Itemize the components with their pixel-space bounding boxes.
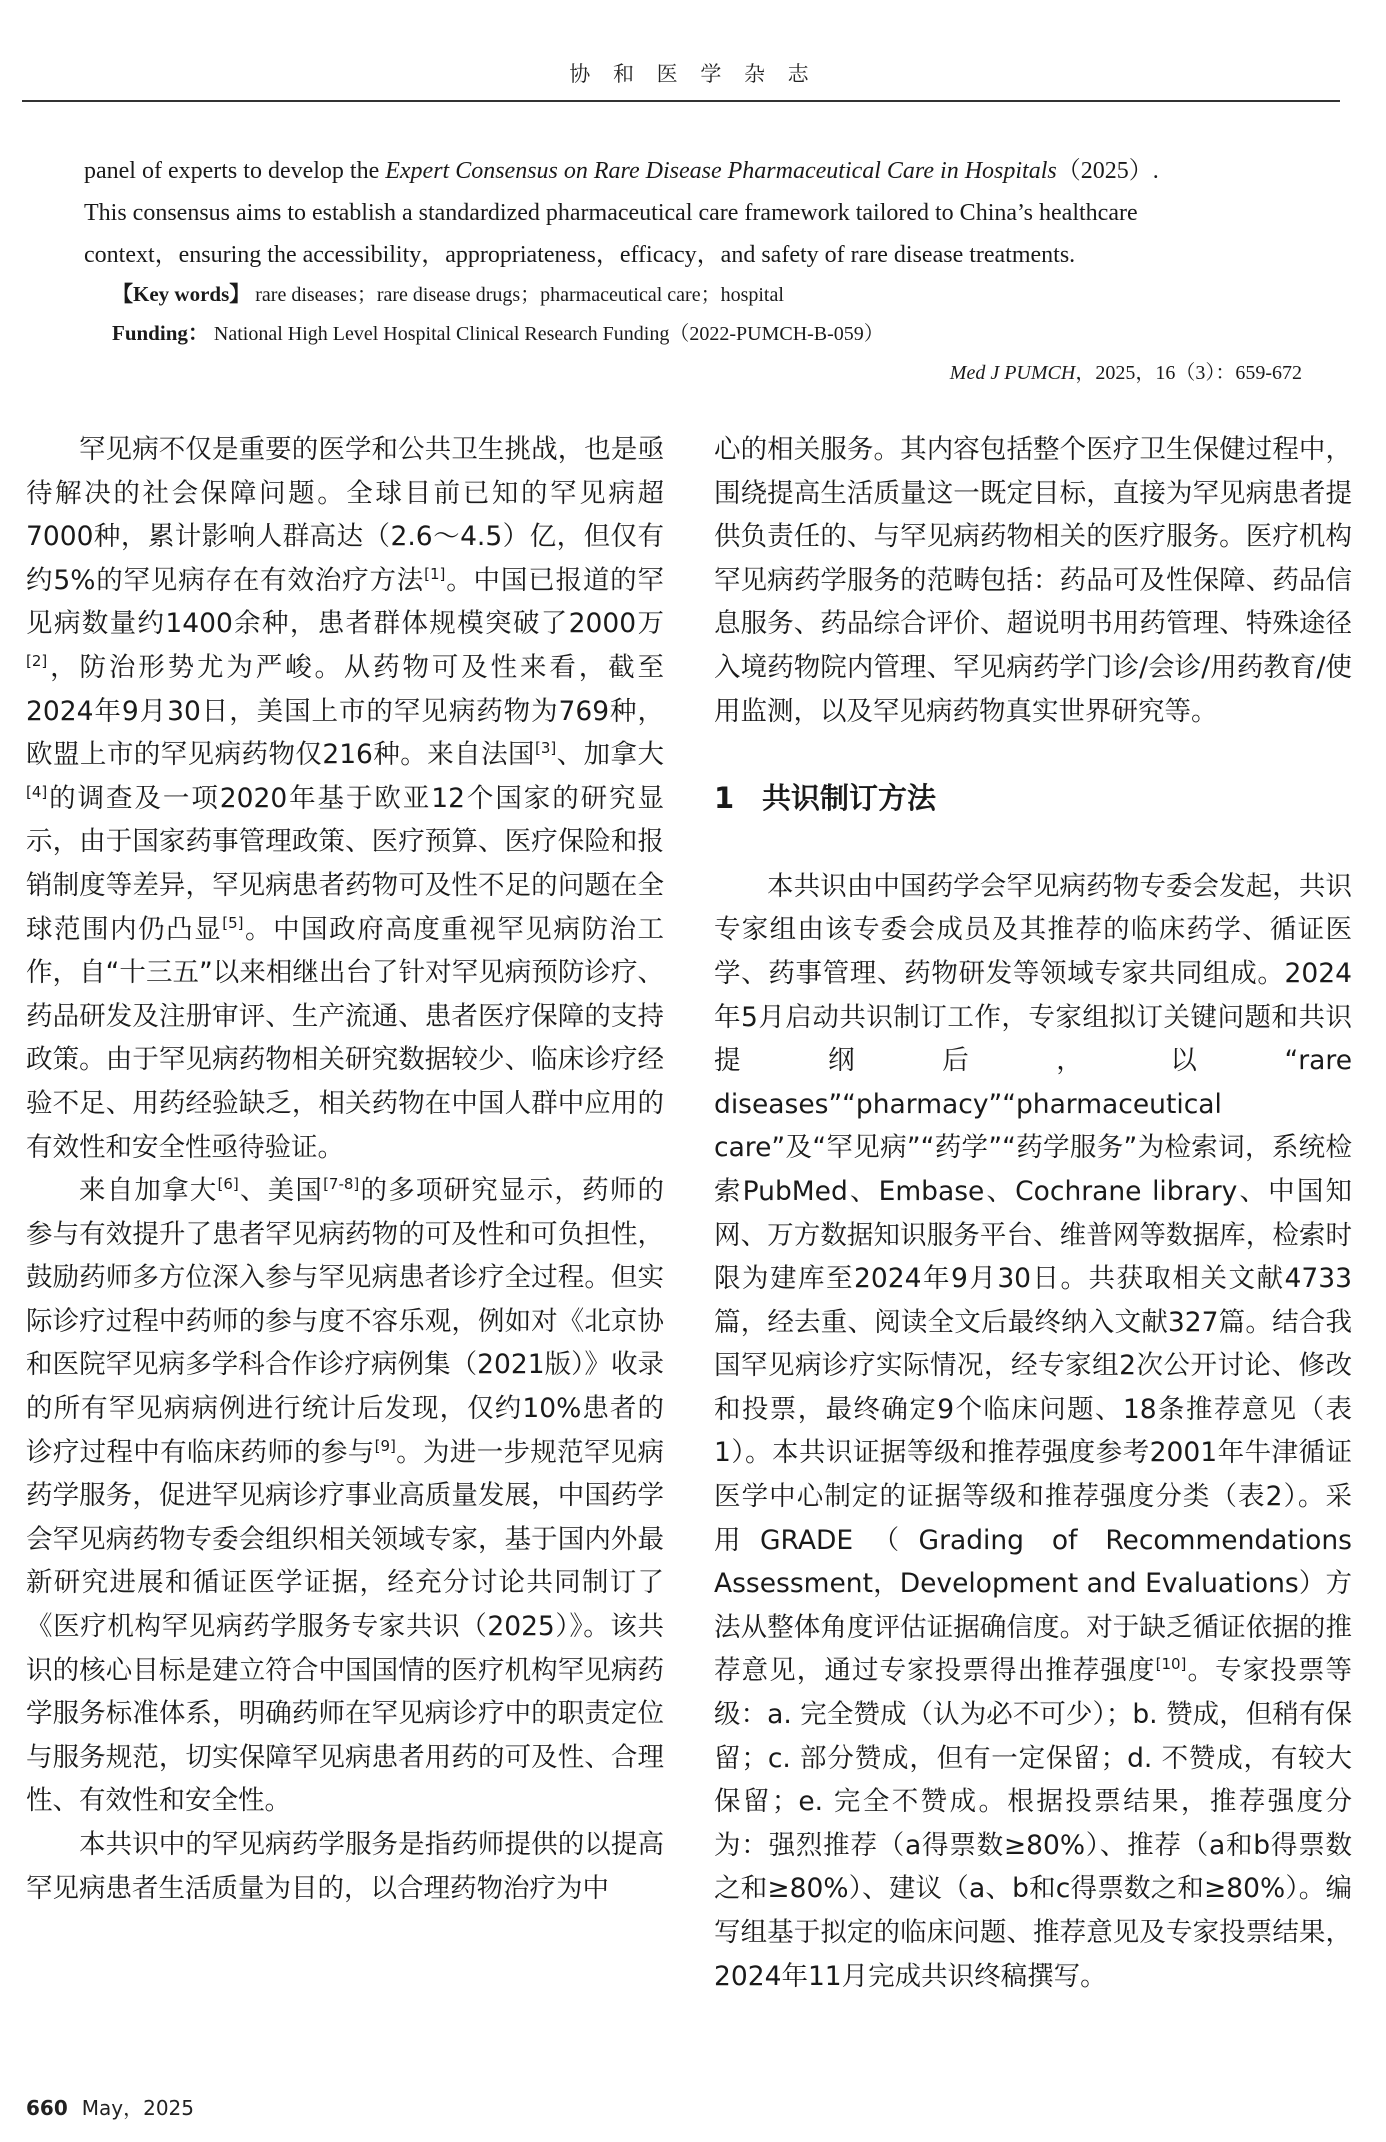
- body-text: 本共识由中国药学会罕见病药物专委会发起，共识专家组由该专委会成员及其推荐的临床药学、循证医学、药事管理、药物研发等领域专家共同组成。2024年5月启动共识制订工作，专家组拟订关键问题和共识提纲后，以“rare diseases”“pharmacy”“pharmaceutical care”及“罕见病”“药学”“药学服务”为检索词，系统检索PubMed、Embase、Cochrane library、中国知网、万方数据知识服务平台、维普网等数据库，检索时限为建库至2024年9月30日。共获取相关文献4733篇，经去重、阅读全文后最终纳入文献327篇。结合我国罕见病诊疗实际情况，经专家组2次公开讨论、修改和投票，最终确定9个临床问题、18条推荐意见（表1）。本共识证据等级和推荐强度参考2001年牛津循证医学中心制定的证据等级和推荐强度分类（表2）。采用GRADE（Grading of Recommendations Assessment，Development and Evaluations）方法从整体角度评估证据确信度。对于缺乏循证依据的推荐意见，通过专家投票得出推荐强度: [714, 870, 1352, 1687]
- body-paragraph: 本共识中的罕见病药学服务是指药师提供的以提高罕见病患者生活质量为目的，以合理药物治疗为中: [26, 1829, 664, 1904]
- reference-marker: [10]: [1155, 1655, 1187, 1674]
- reference-marker: [3]: [534, 739, 557, 758]
- page-number: 660: [26, 2096, 68, 2120]
- reference-marker: [6]: [217, 1175, 239, 1194]
- article-citation: [950, 356, 1302, 385]
- body-text: 、加拿大: [556, 739, 664, 771]
- body-text: 。为进一步规范罕见病药学服务，促进罕见病诊疗事业高质量发展，中国药学会罕见病药物专委会组织相关领域专家，基于国内外最新研究进展和循证医学证据，经充分讨论共同制订了《医疗机构罕见病药学服务专家共识（2025）》。该共识的核心目标是建立符合中国国情的医疗机构罕见病药学服务标准体系，明确药师在罕见病诊疗中的职责定位与服务规范，切实保障罕见病患者用药的可及性、合理性、有效性和安全性。: [26, 1436, 665, 1817]
- issue-date: May，2025: [81, 2096, 194, 2120]
- body-paragraph: [714, 865, 1352, 1998]
- body-text: 来自加拿大: [79, 1175, 218, 1207]
- keywords-text: rare diseases；rare disease drugs；pharmaceutical care；hospital: [255, 284, 784, 306]
- consensus-title-italic: Expert Consensus on Rare Disease Pharmaceutical Care in Hospitals: [385, 158, 1057, 184]
- running-head-journal-title: 协 和 医 学 杂 志: [569, 62, 817, 86]
- body-text: 罕见病不仅是重要的医学和公共卫生挑战，也是亟待解决的社会保障问题。全球目前已知的罕见病超7000种，累计影响人群高达（2.6～4.5）亿，但仅有约5%的罕见病存在有效治疗方法: [26, 434, 664, 596]
- body-paragraph: [26, 428, 664, 1169]
- keywords-label: 【Key words】: [112, 282, 251, 306]
- abstract-text: panel of experts to develop the: [84, 158, 386, 184]
- reference-marker: [9]: [374, 1436, 396, 1455]
- reference-marker: [5]: [222, 913, 244, 932]
- header-rule: [22, 100, 1340, 102]
- left-column: [26, 428, 664, 1910]
- body-text: 。专家投票等级：a. 完全赞成（认为必不可少）；b. 赞成，但稍有保留；c. 部分赞成，但有一定保留；d. 不赞成，有较大保留；e. 完全不赞成。根据投票结果，推荐强度分为：强烈推荐（a得票数≥80%）、推荐（a和b得票数之和≥80%）、建议（a、b和c得票数之和≥80%）。编写组基于拟定的临床问题、推荐意见及专家投票结果，2024年11月完成共识终稿撰写。: [714, 1655, 1353, 1992]
- body-text: 。中国已报道的罕见病数量约1400余种，患者群体规模突破了2000万: [26, 564, 664, 640]
- reference-marker: [4]: [26, 782, 48, 801]
- body-text: 的调查及一项2020年基于欧亚12个国家的研究显示，由于国家药事管理政策、医疗预算、医疗保险和报销制度等差异，罕见病患者药物可及性不足的问题在全球范围内仍凸显: [26, 782, 664, 945]
- right-column: [714, 428, 1352, 1998]
- body-text: ，防治形势尤为严峻。从药物可及性来看，截至2024年9月30日，美国上市的罕见病药物为769种，欧盟上市的罕见病药物仅216种。来自法国: [26, 651, 664, 771]
- section-title: 共识制订方法: [762, 781, 937, 816]
- abstract-line-3: context，ensuring the accessibility，appropriateness，efficacy，and safety of rare disease treatments.: [84, 242, 1076, 268]
- section-heading: [714, 777, 1352, 821]
- abstract-text: （2025）.: [1056, 158, 1159, 184]
- body-text: 、美国: [238, 1175, 324, 1207]
- citation-details: ，2025，16（3）：659-672: [1075, 362, 1302, 384]
- body-paragraph: [26, 1169, 664, 1823]
- page-footer: [26, 2092, 194, 2121]
- reference-marker: [2]: [26, 652, 48, 671]
- section-number: 1: [714, 781, 735, 816]
- abstract-line-2: This consensus aims to establish a standardized pharmaceutical care framework tailored to China’s healthcare: [84, 200, 1138, 226]
- reference-marker: [1]: [424, 564, 446, 583]
- funding-text: National High Level Hospital Clinical Research Funding（2022-PUMCH-B-059）: [213, 323, 884, 345]
- funding-line: [112, 317, 1302, 347]
- body-text: 的多项研究显示，药师的参与有效提升了患者罕见病药物的可及性和可负担性，鼓励药师多方位深入参与罕见病患者诊疗全过程。但实际诊疗过程中药师的参与度不容乐观，例如对《北京协和医院罕见病多学科合作诊疗病例集（2021版）》收录的所有罕见病病例进行统计后发现，仅约10%患者的诊疗过程中有临床药师的参与: [26, 1175, 665, 1468]
- funding-label: Funding：: [112, 321, 209, 345]
- abstract-line-1: [84, 150, 1302, 192]
- reference-marker: [7-8]: [323, 1175, 360, 1194]
- body-text: 。中国政府高度重视罕见病防治工作，自“十三五”以来相继出台了针对罕见病预防诊疗、药品研发及注册审评、生产流通、患者医疗保障的支持政策。由于罕见病药物相关研究数据较少、临床诊疗经验不足、用药经验缺乏，相关药物在中国人群中应用的有效性和安全性亟待验证。: [26, 913, 665, 1163]
- keywords-line: [112, 278, 1302, 308]
- citation-journal: Med J PUMCH: [949, 362, 1076, 384]
- body-paragraph-continued: 心的相关服务。其内容包括整个医疗卫生保健过程中，围绕提高生活质量这一既定目标，直接为罕见病患者提供负责任的、与罕见病药物相关的医疗服务。医疗机构罕见病药学服务的范畴包括：药品可及性保障、药品信息服务、药品综合评价、超说明书用药管理、特殊途径入境药物院内管理、罕见病药学门诊/会诊/用药教育/使用监测，以及罕见病药物真实世界研究等。: [714, 434, 1352, 727]
- abstract-english-tail: [84, 150, 1302, 276]
